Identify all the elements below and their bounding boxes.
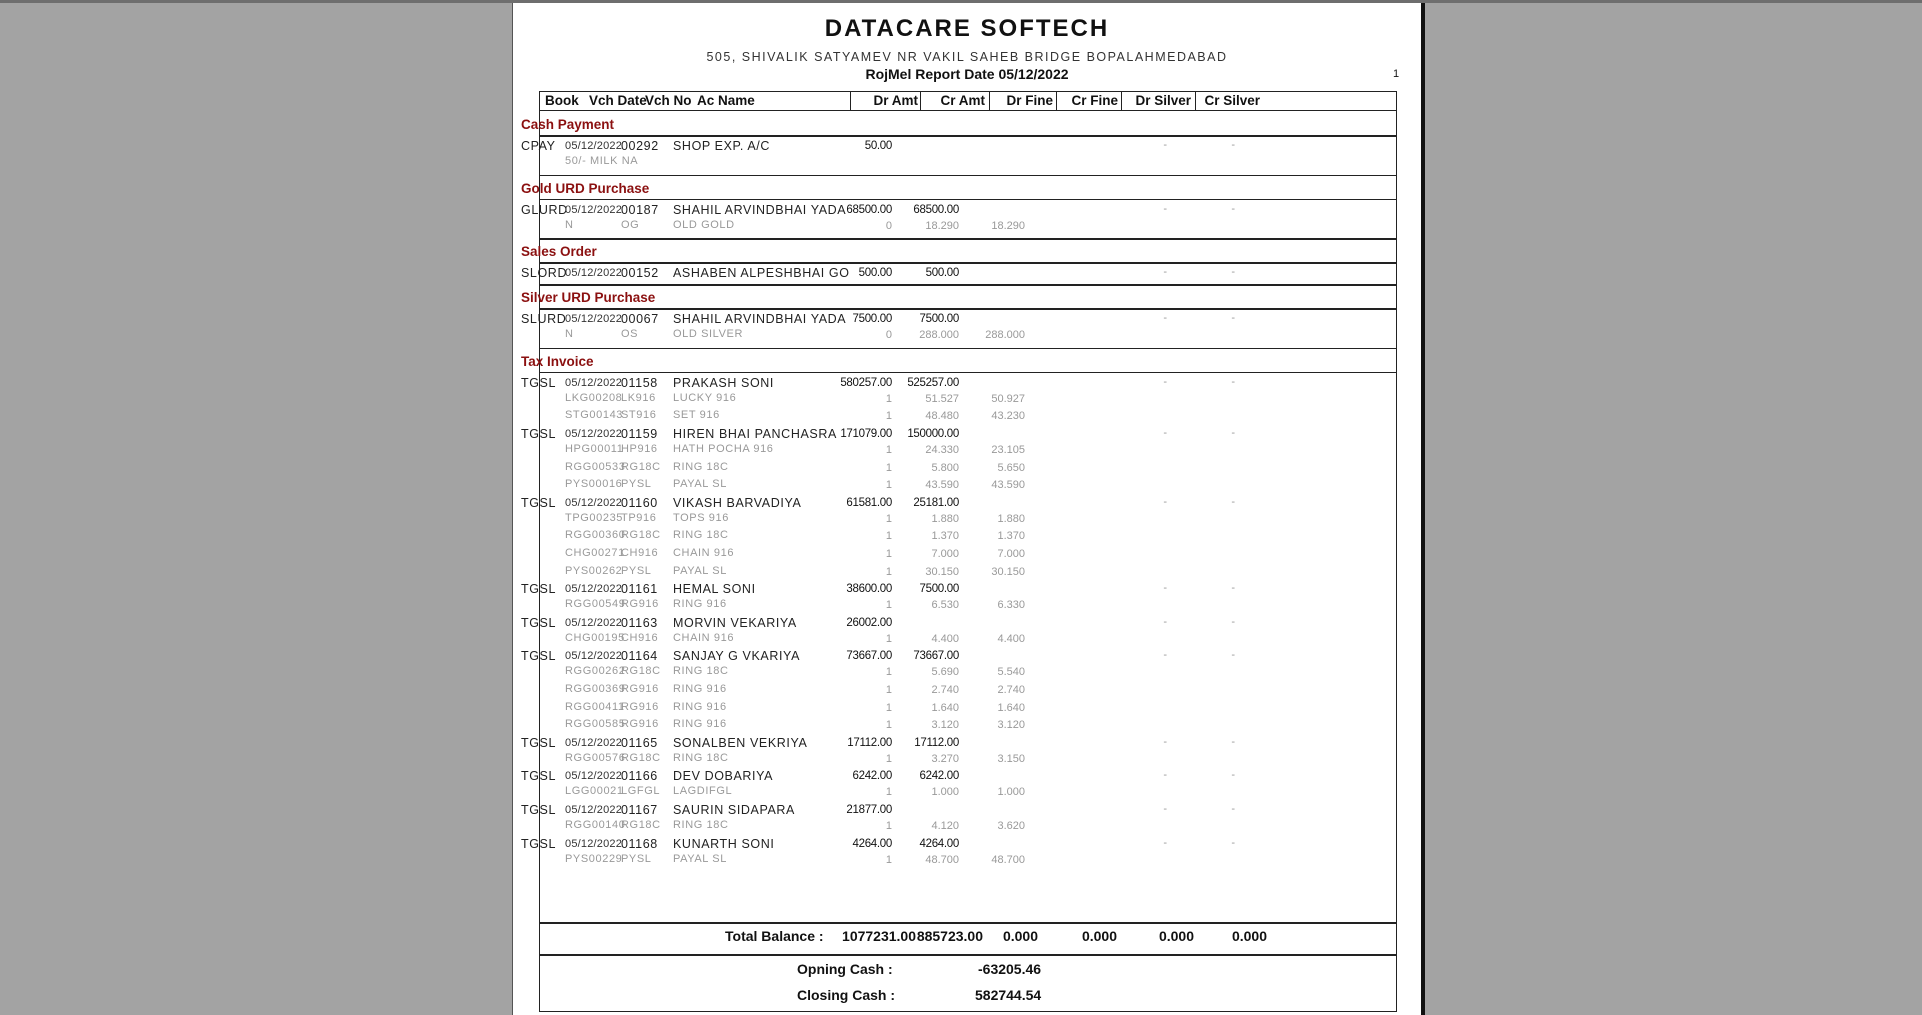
detail-description: RING 18C <box>673 665 729 678</box>
detail-item-code: RG18C <box>621 751 661 764</box>
detail-weight: 1.000 <box>931 786 959 799</box>
entry-book: CPAY <box>521 139 556 153</box>
detail-fine: 5.650 <box>997 461 1025 474</box>
detail-code: 50/- MILK NA <box>565 155 639 167</box>
col-header-dr-silver: Dr Silver <box>1135 93 1191 108</box>
detail-fine: 288.000 <box>985 329 1025 342</box>
entry-vch-date: 05/12/2022 <box>565 804 623 816</box>
entry-ac-name: ASHABEN ALPESHBHAI GO <box>673 266 850 281</box>
detail-code: CHG00195 <box>565 631 625 644</box>
cr-silver-empty: - <box>1231 649 1235 662</box>
detail-fine: 43.230 <box>991 410 1025 423</box>
entry-vch-date: 05/12/2022 <box>565 583 623 596</box>
entry-vch-date: 05/12/2022 <box>565 267 623 280</box>
entry-book: TGSL <box>521 735 557 750</box>
section-rule <box>539 262 1397 264</box>
detail-item-code: RG916 <box>621 598 659 611</box>
entry-dr-amt: 68500.00 <box>846 203 892 216</box>
entry-ac-name: HEMAL SONI <box>673 582 756 597</box>
dr-silver-empty: - <box>1163 202 1167 215</box>
detail-qty: 0 <box>885 219 892 232</box>
entry-vch-date: 05/12/2022 <box>565 140 623 152</box>
detail-weight: 288.000 <box>919 329 959 342</box>
detail-description: PAYAL SL <box>673 852 727 865</box>
entry-vch-date: 05/12/2022 <box>565 376 623 389</box>
section-title: Cash Payment <box>521 117 615 132</box>
entry-cr-amt: 25181.00 <box>913 496 959 509</box>
entry-book: TGSL <box>521 495 557 510</box>
page-number: 1 <box>1393 68 1400 80</box>
detail-item-code: LGFGL <box>621 785 661 798</box>
entry-vch-no: 00187 <box>621 202 659 217</box>
col-header-dr-amt: Dr Amt <box>873 93 918 108</box>
entry-book: GLURD <box>521 202 568 217</box>
detail-weight: 24.330 <box>925 444 959 456</box>
detail-description: RING 18C <box>673 460 729 473</box>
table-header <box>539 91 1397 111</box>
detail-code: STG00143 <box>565 409 624 422</box>
detail-item-code: CH916 <box>621 547 659 559</box>
opening-cash-label: Opning Cash : <box>797 961 893 977</box>
detail-qty: 1 <box>885 684 892 696</box>
dr-silver-empty: - <box>1163 139 1167 151</box>
detail-weight: 5.800 <box>931 461 959 474</box>
section-title: Tax Invoice <box>521 353 594 369</box>
entry-vch-no: 01164 <box>621 649 658 664</box>
detail-weight: 4.400 <box>931 632 959 645</box>
col-header-cr-amt: Cr Amt <box>940 93 985 108</box>
detail-qty: 1 <box>885 853 892 866</box>
detail-code: LKG00208 <box>565 391 623 404</box>
total-cr-amt: 885723.00 <box>916 928 983 944</box>
dr-silver-empty: - <box>1163 649 1167 662</box>
detail-fine: 6.330 <box>997 599 1025 612</box>
entry-vch-no: 01166 <box>621 769 658 784</box>
entry-dr-amt: 21877.00 <box>846 804 892 816</box>
total-dr-amt: 1077231.00 <box>842 928 916 944</box>
detail-code: RGG00585 <box>565 718 626 731</box>
cr-silver-empty: - <box>1231 495 1235 508</box>
entry-vch-no: 01165 <box>621 735 658 750</box>
dr-silver-empty: - <box>1163 769 1167 782</box>
entry-vch-date: 05/12/2022 <box>565 650 623 663</box>
entry-vch-date: 05/12/2022 <box>565 770 623 783</box>
section-rule <box>539 135 1397 137</box>
detail-fine: 30.150 <box>991 565 1025 578</box>
entry-dr-amt: 73667.00 <box>846 650 892 663</box>
entry-ac-name: SONALBEN VEKRIYA <box>673 735 808 750</box>
entry-dr-amt: 26002.00 <box>846 616 892 629</box>
section-title: Sales Order <box>521 244 597 260</box>
detail-fine: 43.590 <box>991 479 1025 492</box>
detail-code: PYS00262 <box>565 564 623 577</box>
col-header-book: Book <box>545 93 579 108</box>
detail-weight: 1.640 <box>931 701 959 714</box>
detail-description: RING 916 <box>673 700 727 713</box>
detail-code: N <box>565 328 574 341</box>
detail-qty: 1 <box>885 565 892 578</box>
entry-vch-no: 01161 <box>621 582 658 597</box>
entry-vch-date: 05/12/2022 <box>565 736 623 749</box>
detail-fine: 23.105 <box>991 444 1025 456</box>
entry-ac-name: PRAKASH SONI <box>673 375 774 390</box>
entry-vch-no: 01160 <box>621 495 658 510</box>
detail-code: LGG00021 <box>565 785 624 798</box>
opening-cash-value: -63205.46 <box>978 961 1042 977</box>
col-header-cr-fine: Cr Fine <box>1071 93 1118 108</box>
entry-vch-no: 00292 <box>621 139 659 153</box>
dr-silver-empty: - <box>1163 312 1167 325</box>
detail-fine: 50.927 <box>991 392 1025 405</box>
detail-weight: 3.120 <box>931 719 959 732</box>
entry-vch-no: 01159 <box>621 427 658 441</box>
detail-item-code: PYSL <box>621 478 652 491</box>
entry-vch-no: 01168 <box>621 836 658 851</box>
detail-fine: 1.880 <box>997 512 1025 525</box>
detail-code: CHG00271 <box>565 547 625 559</box>
section-rule <box>539 238 1397 240</box>
detail-description: RING 916 <box>673 683 727 695</box>
detail-qty: 1 <box>885 479 892 492</box>
detail-item-code: PYSL <box>621 564 652 577</box>
detail-qty: 0 <box>885 329 892 342</box>
detail-weight: 6.530 <box>931 599 959 612</box>
detail-item-code: RG916 <box>621 700 659 713</box>
detail-description: OLD GOLD <box>673 218 735 231</box>
detail-description: LAGDIFGL <box>673 785 733 798</box>
detail-weight: 1.370 <box>931 530 959 543</box>
report-title: RojMel Report Date 05/12/2022 <box>865 66 1069 82</box>
entry-ac-name: VIKASH BARVADIYA <box>673 495 802 510</box>
col-header-vch-date: Vch Date <box>589 93 647 108</box>
detail-fine: 5.540 <box>997 666 1025 679</box>
detail-weight: 30.150 <box>925 565 959 578</box>
detail-item-code: OS <box>621 328 639 341</box>
detail-item-code: OG <box>621 218 640 231</box>
entry-book: SLURD <box>521 312 567 327</box>
detail-weight: 2.740 <box>931 684 959 696</box>
detail-item-code: ST916 <box>621 409 657 422</box>
col-header-vch-no: Vch No <box>645 93 692 108</box>
entry-book: TGSL <box>521 375 557 390</box>
cr-silver-empty: - <box>1231 735 1235 748</box>
cr-silver-empty: - <box>1231 803 1235 815</box>
detail-description: CHAIN 916 <box>673 631 735 644</box>
cr-silver-empty: - <box>1231 582 1235 595</box>
entry-vch-no: 01163 <box>621 615 658 630</box>
detail-item-code: PYSL <box>621 852 652 865</box>
detail-fine: 7.000 <box>997 548 1025 560</box>
entry-ac-name: SANJAY G VKARIYA <box>673 649 801 664</box>
entry-ac-name: SAURIN SIDAPARA <box>673 803 795 817</box>
detail-fine: 3.150 <box>997 752 1025 765</box>
detail-description: LUCKY 916 <box>673 391 737 404</box>
dr-silver-empty: - <box>1163 582 1167 595</box>
detail-qty: 1 <box>885 392 892 405</box>
detail-fine: 2.740 <box>997 684 1025 696</box>
detail-qty: 1 <box>885 599 892 612</box>
detail-weight: 5.690 <box>931 666 959 679</box>
total-dr-fine: 0.000 <box>1002 928 1038 944</box>
detail-weight: 51.527 <box>925 392 959 405</box>
detail-description: OLD SILVER <box>673 328 743 341</box>
detail-qty: 1 <box>885 548 892 560</box>
section-rule <box>539 348 1397 350</box>
totals-top-rule <box>539 922 1397 924</box>
cr-silver-empty: - <box>1231 769 1235 782</box>
detail-qty: 1 <box>885 410 892 423</box>
detail-weight: 48.480 <box>925 410 959 423</box>
cr-silver-empty: - <box>1231 427 1235 439</box>
detail-qty: 1 <box>885 444 892 456</box>
detail-item-code: RG18C <box>621 819 661 831</box>
detail-item-code: LK916 <box>621 391 656 404</box>
entry-dr-amt: 17112.00 <box>847 736 892 749</box>
detail-description: RING 916 <box>673 598 727 611</box>
detail-code: RGG00549 <box>565 598 626 611</box>
dr-silver-empty: - <box>1163 266 1167 279</box>
entry-dr-amt: 50.00 <box>864 140 892 152</box>
detail-code: N <box>565 218 574 231</box>
detail-code: RGG00262 <box>565 665 626 678</box>
entry-book: TGSL <box>521 582 557 597</box>
company-name: DATACARE SOFTECH <box>824 15 1110 42</box>
detail-description: PAYAL SL <box>673 564 727 577</box>
section-rule <box>539 308 1397 310</box>
dr-silver-empty: - <box>1163 803 1167 815</box>
detail-fine: 3.620 <box>997 820 1025 832</box>
cash-top-rule <box>539 954 1397 956</box>
detail-fine: 4.400 <box>997 632 1025 645</box>
cr-silver-empty: - <box>1231 312 1235 325</box>
dr-silver-empty: - <box>1163 615 1167 628</box>
detail-description: RING 18C <box>673 819 729 831</box>
entry-cr-amt: 17112.00 <box>914 736 959 749</box>
entry-cr-amt: 68500.00 <box>913 203 959 216</box>
detail-description: RING 18C <box>673 529 729 542</box>
detail-weight: 1.880 <box>931 512 959 525</box>
detail-qty: 1 <box>885 632 892 645</box>
dr-silver-empty: - <box>1163 836 1167 849</box>
detail-code: RGG00369 <box>565 683 626 695</box>
detail-fine: 18.290 <box>991 219 1025 232</box>
total-dr-silver: 0.000 <box>1158 928 1194 944</box>
entry-cr-amt: 500.00 <box>925 267 959 280</box>
detail-item-code: RG18C <box>621 529 661 542</box>
detail-item-code: HP916 <box>621 443 658 455</box>
entry-cr-amt: 6242.00 <box>919 770 959 783</box>
detail-qty: 1 <box>885 512 892 525</box>
cr-silver-empty: - <box>1231 836 1235 849</box>
entry-dr-amt: 171079.00 <box>840 428 892 440</box>
cr-silver-empty: - <box>1231 139 1235 151</box>
detail-code: RGG00360 <box>565 529 626 542</box>
entry-vch-no: 01167 <box>621 803 658 817</box>
entry-dr-amt: 4264.00 <box>852 837 892 850</box>
detail-description: RING 916 <box>673 718 727 731</box>
entry-ac-name: HIREN BHAI PANCHASRA <box>673 427 837 441</box>
entry-book: TGSL <box>521 615 557 630</box>
section-rule <box>539 199 1397 201</box>
entry-dr-amt: 7500.00 <box>852 313 892 326</box>
entry-vch-no: 00152 <box>621 266 659 281</box>
detail-item-code: RG916 <box>621 718 659 731</box>
entry-vch-no: 00067 <box>621 312 659 327</box>
entry-vch-date: 05/12/2022 <box>565 496 623 509</box>
detail-fine: 1.640 <box>997 701 1025 714</box>
detail-item-code: RG916 <box>621 683 659 695</box>
detail-code: HPG00011 <box>565 443 624 455</box>
entry-book: TGSL <box>521 836 557 851</box>
detail-item-code: RG18C <box>621 665 661 678</box>
entry-vch-date: 05/12/2022 <box>565 616 623 629</box>
detail-weight: 4.120 <box>931 820 959 832</box>
detail-fine: 1.000 <box>997 786 1025 799</box>
detail-code: TPG00235 <box>565 511 624 524</box>
detail-qty: 1 <box>885 786 892 799</box>
col-header-dr-fine: Dr Fine <box>1006 93 1053 108</box>
entry-cr-amt: 7500.00 <box>919 583 959 596</box>
entry-ac-name: SHAHIL ARVINDBHAI YADA <box>673 312 847 327</box>
col-header-cr-silver: Cr Silver <box>1204 93 1260 108</box>
entry-dr-amt: 6242.00 <box>852 770 892 783</box>
detail-weight: 48.700 <box>925 853 959 866</box>
section-title: Gold URD Purchase <box>521 180 650 196</box>
detail-code: RGG00533 <box>565 460 626 473</box>
entry-cr-amt: 525257.00 <box>907 376 959 389</box>
entry-vch-date: 05/12/2022 <box>565 313 623 326</box>
dr-silver-empty: - <box>1163 735 1167 748</box>
detail-fine: 1.370 <box>997 530 1025 543</box>
section-rule <box>539 175 1397 177</box>
detail-item-code: TP916 <box>621 511 657 524</box>
detail-description: TOPS 916 <box>673 511 729 524</box>
entry-cr-amt: 73667.00 <box>913 650 959 663</box>
detail-code: RGG00411 <box>565 700 625 713</box>
cr-silver-empty: - <box>1231 202 1235 215</box>
entry-dr-amt: 38600.00 <box>846 583 892 596</box>
detail-description: HATH POCHA 916 <box>673 443 774 455</box>
detail-weight: 3.270 <box>931 752 959 765</box>
detail-description: RING 18C <box>673 751 729 764</box>
entry-ac-name: SHAHIL ARVINDBHAI YADA <box>673 202 847 217</box>
total-balance-label: Total Balance : <box>725 928 824 944</box>
company-address: 505, SHIVALIK SATYAMEV NR VAKIL SAHEB BRIDGE BOPALAHMEDABAD <box>706 50 1228 64</box>
entry-vch-date: 05/12/2022 <box>565 428 623 440</box>
detail-qty: 1 <box>885 820 892 832</box>
detail-description: CHAIN 916 <box>673 547 735 559</box>
detail-weight: 43.590 <box>925 479 959 492</box>
section-rule <box>539 372 1397 374</box>
dr-silver-empty: - <box>1163 427 1167 439</box>
detail-item-code: CH916 <box>621 631 659 644</box>
detail-item-code: RG18C <box>621 460 661 473</box>
detail-qty: 1 <box>885 461 892 474</box>
total-cr-fine: 0.000 <box>1081 928 1117 944</box>
entry-ac-name: KUNARTH SONI <box>673 836 775 851</box>
entry-cr-amt: 150000.00 <box>907 428 959 440</box>
entry-ac-name: SHOP EXP. A/C <box>673 139 770 153</box>
entry-cr-amt: 4264.00 <box>919 837 959 850</box>
cr-silver-empty: - <box>1231 375 1235 388</box>
total-cr-silver: 0.000 <box>1231 928 1267 944</box>
col-header-ac-name: Ac Name <box>697 93 755 108</box>
entry-book: SLORD <box>521 266 568 281</box>
detail-weight: 7.000 <box>931 548 959 560</box>
detail-qty: 1 <box>885 719 892 732</box>
report-page[interactable] <box>512 3 1421 1015</box>
entry-vch-no: 01158 <box>621 375 658 390</box>
entry-vch-date: 05/12/2022 <box>565 837 623 850</box>
entry-book: TGSL <box>521 769 557 784</box>
cr-silver-empty: - <box>1231 266 1235 279</box>
dr-silver-empty: - <box>1163 495 1167 508</box>
detail-code: RGG00576 <box>565 751 626 764</box>
entry-book: TGSL <box>521 427 557 441</box>
dr-silver-empty: - <box>1163 375 1167 388</box>
section-title: Silver URD Purchase <box>521 290 656 306</box>
detail-qty: 1 <box>885 666 892 679</box>
entry-dr-amt: 580257.00 <box>840 376 892 389</box>
detail-fine: 48.700 <box>991 853 1025 866</box>
cr-silver-empty: - <box>1231 615 1235 628</box>
detail-description: SET 916 <box>673 409 720 422</box>
detail-qty: 1 <box>885 530 892 543</box>
detail-code: PYS00229 <box>565 852 623 865</box>
entry-vch-date: 05/12/2022 <box>565 203 623 216</box>
detail-code: PYS00016 <box>565 478 623 491</box>
detail-qty: 1 <box>885 701 892 714</box>
entry-cr-amt: 7500.00 <box>919 313 959 326</box>
detail-fine: 3.120 <box>997 719 1025 732</box>
entry-dr-amt: 500.00 <box>858 267 892 280</box>
entry-book: TGSL <box>521 803 557 817</box>
closing-cash-label: Closing Cash : <box>797 987 896 1003</box>
section-rule <box>539 284 1397 286</box>
closing-cash-value: 582744.54 <box>975 987 1042 1003</box>
entry-ac-name: MORVIN VEKARIYA <box>673 615 797 630</box>
detail-weight: 18.290 <box>925 219 959 232</box>
detail-description: PAYAL SL <box>673 478 727 491</box>
detail-code: RGG00140 <box>565 819 626 831</box>
entry-dr-amt: 61581.00 <box>846 496 892 509</box>
entry-ac-name: DEV DOBARIYA <box>673 769 774 784</box>
detail-qty: 1 <box>885 752 892 765</box>
entry-book: TGSL <box>521 649 557 664</box>
